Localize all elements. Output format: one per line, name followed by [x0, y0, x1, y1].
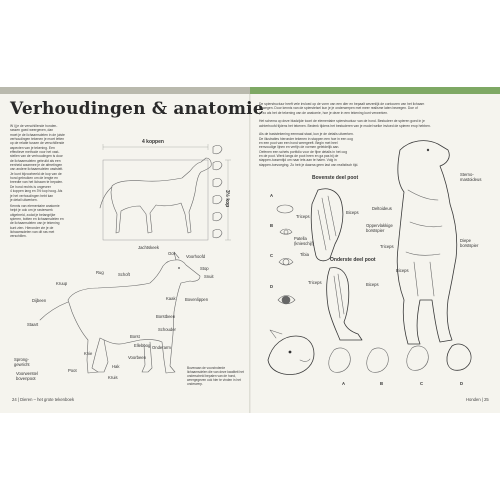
anatomy-text-line: kunt zien. Hieronder zie je de — [10, 225, 54, 230]
intro-text-line: De hond rechts is ongeveer — [10, 184, 51, 189]
muscle-text-line: stappen-tussentijd om naar iets aan te halen. Volg in — [259, 158, 337, 163]
anatomy-label: Voorhoofd — [186, 254, 206, 259]
anatomy-label: Dijbeen — [32, 298, 47, 303]
anatomy-text-line: helpt je ook om je rasterwerk — [10, 208, 53, 213]
anatomy-label: Borstbeen — [156, 314, 176, 319]
paw-letter: A — [342, 381, 346, 386]
muscle-text-line: Oefenen een schets portfolio voor de fijne details in het oog — [259, 149, 348, 154]
anatomy-label: Sprong-gewricht — [14, 357, 30, 367]
intro-text-line: 4 koppen lang en 3½ kop hoog. Als — [10, 189, 63, 194]
muscle-label: Bovenste deel poot — [312, 175, 359, 181]
muscle-text-line: en de poot. Werk langs de poot heen en ga pas bij de — [259, 154, 339, 159]
anatomy-label: Schoft — [118, 272, 130, 277]
intro-text-line: verhoudingen tekenen je moet letten — [10, 137, 65, 142]
muscle-text-line: eenvoudige lijnen en verfijn de vormen geleidelijk aan. — [259, 145, 340, 150]
intro-text-line: breedte van het lichaam te bepalen. — [10, 180, 64, 185]
anatomy-label: Staart — [27, 322, 39, 327]
anatomy-label: Schouder — [158, 327, 176, 332]
page-title: Verhoudingen & anatomie — [10, 99, 264, 119]
intro-text-line: Je kunt bijvoorbeeld de kop van de — [10, 171, 62, 176]
anatomy-label: Jachtskeek — [138, 245, 159, 250]
anatomy-label: Voorbeen — [128, 355, 146, 360]
intro-text-line: de lichaamsdelen gebruikt als een — [10, 158, 61, 163]
muscle-text-line: bewegen. Door kennis van de spierstelsel kun je je onderwerpen met meer realisme laten bewegen. Doe of — [259, 106, 418, 111]
anatomy-text-line: uitgebreid, zodat je belangrijke — [10, 212, 56, 217]
right-footer: Honden | 25 — [466, 397, 489, 402]
intro-text-line: effectieve methode voor het vast- — [10, 150, 60, 155]
muscle-text-line: achterhoofd tijdens het tekenen. Bedenk tijdens het bestuderen van je model welke invloed de spieren erop hebben. — [259, 123, 431, 128]
intro-text-line: aspecten van je tekening. Een — [10, 145, 55, 150]
muscle-label: Tibia — [300, 252, 309, 257]
anatomy-label: Kruis — [108, 375, 118, 380]
muscle-text-line: je zo als het de tekening van de anatomie, hoe je deze in een tekening kunt verwerken. — [259, 110, 389, 115]
step-letter: C — [270, 253, 274, 258]
left-footer: 24 | Dieren – het grote tekenboek — [12, 397, 75, 402]
proportion-width-label: 4 koppen — [142, 139, 164, 145]
anatomy-label: Poot — [68, 368, 77, 373]
step-letter: A — [270, 193, 274, 198]
muscle-text-line: De illustraties hieronder tekenen in stappen een hoe in een oog — [259, 136, 353, 141]
muscle-label: Triceps — [296, 214, 310, 219]
step-letter: B — [270, 223, 274, 228]
muscle-text-line: Als de basistekening eenmaal staat, kun je de details uitwerken. — [259, 132, 354, 137]
intro-text-line: eenheid waarmee je de afmetingen — [10, 163, 63, 168]
intro-text-line: hond gebruiken om de lengte en — [10, 176, 58, 181]
anatomy-label: Bovenlippen — [185, 297, 209, 302]
intro-text-line: op de relatie tussen de verschillende — [10, 141, 65, 146]
anatomy-label: Knie — [84, 351, 93, 356]
muscle-label: Diepe borstspier — [460, 238, 479, 248]
muscle-label: Triceps — [308, 280, 322, 285]
paw-letter: C — [420, 381, 424, 386]
anatomy-text-line: lichaamsdelen van dit ras met — [10, 230, 55, 235]
intro-text-line: moet je de lichaamsdelen in de juiste — [10, 132, 65, 137]
anatomy-label: Elleboog — [134, 343, 151, 348]
muscle-label: Patella (knieschijf) — [294, 236, 315, 246]
muscle-label: Biceps — [396, 268, 409, 273]
muscle-text-line: Het schema op deze bladzijde toont de elementaire spierstructuur van de hond. Bestudeer de spieren goed in je — [259, 119, 425, 124]
anatomy-label: Snuit — [204, 274, 214, 279]
intro-text-line: van andere lichaamsdelen vaststelt. — [10, 167, 64, 172]
intro-text-line: stellen van de verhoudingen is door — [10, 154, 63, 159]
proportion-height-label: 3½ kop — [224, 190, 230, 208]
muscle-text-line: stappen-toevoeging. Zo heb je daarna geen last van realistisch tijd. — [259, 162, 359, 167]
intro-text-line: je het verhoudingen hebt kan — [10, 193, 54, 198]
muscle-label: Biceps — [366, 282, 379, 287]
anatomy-label: Hak — [112, 364, 120, 369]
anatomy-label: Kaak — [166, 296, 176, 301]
paw-letter: D — [460, 381, 464, 386]
muscle-label: Onderste deel poot — [330, 257, 376, 263]
anatomy-text-line: verschillen. — [10, 234, 27, 239]
muscle-text-line: en een poot van een hond weergeeft. Begin met heel — [259, 141, 338, 146]
anatomy-text-line: spieren, botten en lichaamsdelen en — [10, 217, 64, 222]
intro-text-line: je detail uitwerken. — [10, 197, 38, 202]
anatomy-label: Stop — [200, 266, 209, 271]
muscle-label: Biceps — [346, 210, 359, 215]
anatomy-label: Rug — [96, 270, 104, 275]
anatomy-text-line: Kennis van elementaire anatomie — [10, 204, 60, 208]
muscle-label: Deltoideus — [372, 206, 392, 211]
muscle-label: Sterno-mastoideus — [460, 172, 482, 182]
anatomy-label: Kruup — [56, 281, 68, 286]
anatomy-label: Onderarm — [152, 345, 171, 350]
anatomy-label: Borst — [130, 334, 140, 339]
muscle-text-line: De spierstructuur heeft vele invloed op de vorm van een dier en bepaalt wezenlijk de contouren van het lichaam — [259, 102, 425, 106]
step-letter: D — [270, 284, 274, 289]
paw-letter: B — [380, 381, 384, 386]
anatomy-label: Voorwerstel bovenpoot — [16, 371, 38, 381]
anatomy-label: Oor — [168, 251, 175, 256]
anatomy-text-line: de lichaamsdelen van je tekening — [10, 221, 60, 226]
muscle-label: Triceps — [380, 244, 394, 249]
anatomy-caption: Bovenaan de voorzinderde lichaamsdelen die van deze kwaliteit het onderscheid bepalen van de hond, weergegeven ook hier te vinden in het onderwerp. — [187, 366, 244, 386]
intro-text-line: rassen goed weergeven, dan — [10, 128, 54, 133]
intro-text-line: W ij je de verschillende honden- — [10, 124, 58, 128]
muscle-label: Oppervlakkige borstspier — [366, 223, 393, 233]
